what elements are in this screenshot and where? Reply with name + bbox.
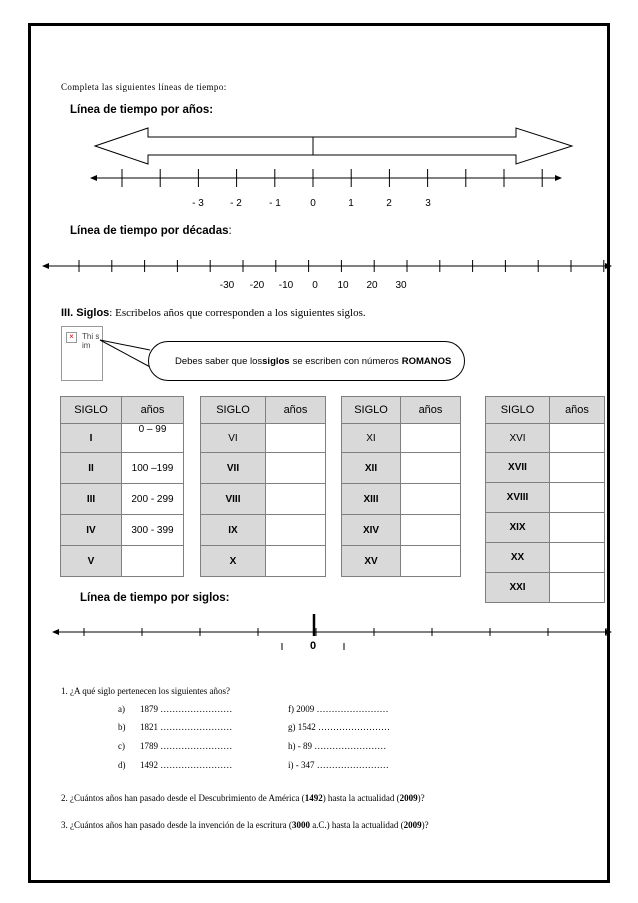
years-cell[interactable] [550,573,605,603]
years-cell[interactable] [401,424,461,453]
century-cell: VIII [201,484,266,515]
decade-tick-label: -20 [249,280,265,291]
question-item-text: 1789 …………………… [140,741,233,751]
century-cell: VII [201,453,266,484]
years-cell[interactable] [550,513,605,543]
instruction-text: Completa las siguientes líneas de tiempo: [61,82,227,92]
years-cell[interactable]: 100 –199 [122,453,184,484]
years-cell[interactable] [550,453,605,483]
arrow-head [605,263,612,269]
years-cell[interactable] [266,453,326,484]
question-item-text: 1821 …………………… [140,722,233,732]
question-item-text: 1492 …………………… [140,760,233,770]
question-item-text: g) 1542 …………………… [288,722,390,732]
century-cell: I [61,424,122,453]
century-cell: III [61,484,122,515]
year-tick-label: 2 [386,198,392,209]
years-cell[interactable] [550,424,605,453]
century-cell: XVI [486,424,550,453]
years-cell[interactable] [266,515,326,546]
years-cell[interactable]: 300 - 399 [122,515,184,546]
years-cell[interactable] [401,453,461,484]
header-anos: años [550,397,605,424]
century-cell: XIV [342,515,401,546]
arrow-head [90,175,97,181]
years-cell[interactable] [266,424,326,453]
century-cell: IV [61,515,122,546]
year-tick-label: - 1 [269,198,281,209]
timeline-decades-title: Línea de tiempo por décadas: [70,225,232,237]
years-cell[interactable] [401,484,461,515]
years-cell[interactable]: 0 – 99 [122,424,184,453]
question-item-text: f) 2009 …………………… [288,704,389,714]
century-cell: XI [342,424,401,453]
question-1: 1. ¿A qué siglo pertenecen los siguientes años? [61,686,230,696]
years-cell[interactable] [401,515,461,546]
header-anos: años [122,397,184,424]
question-item-label: b) [118,722,126,732]
question-item-label: d) [118,760,126,770]
century-cell: XX [486,543,550,573]
century-cell: XII [342,453,401,484]
question-3: 3. ¿Cuántos años han pasado desde la invención de la escritura (3000 a.C.) hasta la actualidad (2009)? [61,820,429,830]
question-item-text: i) - 347 …………………… [288,760,389,770]
header-siglo: SIGLO [342,397,401,424]
century-table [200,396,326,577]
year-tick-label: 0 [310,198,316,209]
years-cell[interactable] [122,546,184,577]
section3-heading: III. Siglos: Escribelos años que corresponden a los siguientes siglos. [61,307,366,319]
header-siglo: SIGLO [486,397,550,424]
century-cell: V [61,546,122,577]
century-cell: XXI [486,573,550,603]
years-cell[interactable] [550,543,605,573]
century-table [60,396,184,577]
decade-tick-label: 20 [366,280,378,291]
century-cell: XVIII [486,483,550,513]
century-table [485,396,605,603]
decade-tick-label: 10 [337,280,349,291]
year-tick-label: - 3 [192,198,204,209]
question-item-text: 1879 …………………… [140,704,233,714]
decade-tick-label: -30 [219,280,235,291]
question-2: 2. ¿Cuántos años han pasado desde el Descubrimiento de América (1492) hasta la actualidad (2009)? [61,793,425,803]
century-cell: XIII [342,484,401,515]
years-cell[interactable] [266,546,326,577]
header-anos: años [401,397,461,424]
question-item-label: a) [118,704,125,714]
years-cell[interactable] [401,546,461,577]
header-siglo: SIGLO [61,397,122,424]
century-cell: X [201,546,266,577]
century-cell: IX [201,515,266,546]
question-item-text: h) - 89 …………………… [288,741,387,751]
years-cell[interactable]: 200 - 299 [122,484,184,515]
century-zero-label: 0 [310,640,317,652]
century-cell: XV [342,546,401,577]
missing-image-placeholder: × Thi s im [61,326,103,381]
callout-bubble: Debes saber que los siglos se escriben con números ROMANOS [148,341,465,381]
years-cell[interactable] [266,484,326,515]
decade-tick-label: 0 [312,280,318,291]
century-cell: XIX [486,513,550,543]
arrow-head [555,175,562,181]
century-cell: XVII [486,453,550,483]
century-cell: II [61,453,122,484]
timeline-centuries-title: Línea de tiempo por siglos: [80,592,230,604]
header-siglo: SIGLO [201,397,266,424]
century-table [341,396,461,577]
year-tick-label: - 2 [230,198,242,209]
arrow-head [42,263,49,269]
year-tick-label: 3 [425,198,431,209]
century-axis [52,614,612,650]
decade-tick-label: 30 [395,280,407,291]
decade-tick-label: -10 [278,280,294,291]
arrow-head [52,629,59,635]
broken-image-icon: × [66,332,77,343]
year-axis [90,169,562,187]
decade-axis [42,260,612,272]
year-tick-label: 1 [348,198,354,209]
header-anos: años [266,397,326,424]
century-cell: VI [201,424,266,453]
years-cell[interactable] [550,483,605,513]
question-item-label: c) [118,741,125,751]
timeline-years-title: Línea de tiempo por años: [70,104,214,116]
double-arrow-shape [95,128,572,164]
